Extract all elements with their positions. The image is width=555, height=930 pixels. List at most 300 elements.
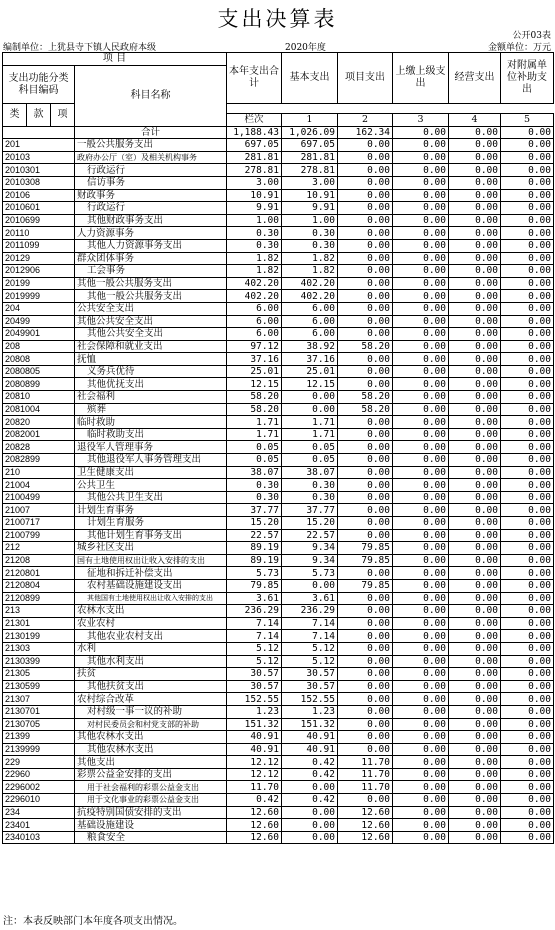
table-row [3, 454, 554, 467]
amount-cell: 0.00 [338, 693, 393, 706]
amount-cell: 0.00 [282, 403, 338, 416]
amount-cell: 0.00 [449, 479, 501, 492]
amount-cell: 5.12 [227, 655, 282, 668]
table-row [3, 479, 554, 492]
subject-name: 公共卫生 [75, 479, 227, 492]
table-row [3, 718, 554, 731]
amount-cell: 0.00 [449, 504, 501, 517]
subject-name: 其他农业农村支出 [75, 630, 227, 643]
subject-code: 2120804 [3, 579, 75, 592]
amount-cell: 1.23 [282, 705, 338, 718]
subject-code: 21305 [3, 668, 75, 681]
amount-cell: 0.00 [501, 794, 554, 807]
subject-name: 其他公共安全支出 [75, 315, 227, 328]
amount-cell: 0.00 [449, 265, 501, 278]
amount-cell: 0.00 [501, 353, 554, 366]
total-value: 0.00 [449, 126, 501, 139]
amount-cell: 402.20 [227, 290, 282, 303]
amount-cell: 0.00 [501, 466, 554, 479]
amount-cell: 0.00 [282, 579, 338, 592]
amount-cell: 0.00 [393, 302, 449, 315]
subject-code: 208 [3, 340, 75, 353]
table-row [3, 831, 554, 844]
amount-cell: 151.32 [227, 718, 282, 731]
amount-cell: 0.00 [393, 768, 449, 781]
amount-cell: 0.30 [227, 479, 282, 492]
amount-cell: 0.00 [501, 391, 554, 404]
table-row [3, 139, 554, 152]
subject-name: 计划生育服务 [75, 517, 227, 530]
table-row [3, 391, 554, 404]
subject-name: 其他支出 [75, 756, 227, 769]
col-header-business: 经营支出 [449, 53, 501, 104]
amount-cell: 0.00 [501, 428, 554, 441]
subject-name: 一般公共服务支出 [75, 139, 227, 152]
amount-cell: 0.00 [449, 743, 501, 756]
amount-cell: 7.14 [282, 630, 338, 643]
amount-cell: 97.12 [227, 340, 282, 353]
amount-cell: 37.16 [282, 353, 338, 366]
amount-cell: 0.00 [393, 831, 449, 844]
subject-name: 财政事务 [75, 189, 227, 202]
amount-cell: 15.20 [282, 517, 338, 530]
amount-cell: 0.00 [501, 504, 554, 517]
subject-code: 2130199 [3, 630, 75, 643]
amount-cell: 0.00 [338, 214, 393, 227]
amount-cell: 0.00 [338, 139, 393, 152]
amount-cell: 0.00 [449, 592, 501, 605]
subject-name: 信访事务 [75, 176, 227, 189]
table-row [3, 176, 554, 189]
total-value: 1,188.43 [227, 126, 282, 139]
subject-name: 群众团体事务 [75, 252, 227, 265]
amount-cell: 40.91 [227, 731, 282, 744]
amount-cell: 0.00 [393, 164, 449, 177]
amount-cell: 0.00 [393, 567, 449, 580]
subject-name: 城乡社区支出 [75, 542, 227, 555]
amount-cell: 0.00 [393, 416, 449, 429]
amount-cell: 58.20 [338, 391, 393, 404]
subject-code: 2080899 [3, 378, 75, 391]
amount-cell: 12.60 [338, 831, 393, 844]
table-row [3, 189, 554, 202]
amount-cell: 11.70 [338, 756, 393, 769]
amount-cell: 0.00 [501, 252, 554, 265]
table-row [3, 630, 554, 643]
amount-cell: 37.77 [282, 504, 338, 517]
amount-cell: 5.12 [227, 642, 282, 655]
table-row [3, 529, 554, 542]
amount-cell: 0.00 [338, 605, 393, 618]
total-value: 1,026.09 [282, 126, 338, 139]
subject-code: 2010308 [3, 176, 75, 189]
subject-name: 其他农林水支出 [75, 743, 227, 756]
subject-name: 工会事务 [75, 265, 227, 278]
amount-cell: 1.82 [282, 252, 338, 265]
table-row [3, 768, 554, 781]
col-header-project: 项目支出 [338, 53, 393, 104]
amount-cell: 58.20 [338, 340, 393, 353]
amount-cell: 0.00 [449, 391, 501, 404]
amount-cell: 0.00 [393, 806, 449, 819]
amount-cell: 0.00 [393, 693, 449, 706]
amount-cell: 0.00 [338, 365, 393, 378]
amount-cell: 0.00 [501, 517, 554, 530]
subject-code: 2130599 [3, 680, 75, 693]
subject-name: 其他公共安全支出 [75, 328, 227, 341]
amount-cell: 278.81 [227, 164, 282, 177]
subject-name: 其他一般公共服务支出 [75, 277, 227, 290]
amount-cell: 0.00 [501, 290, 554, 303]
subject-code: 21301 [3, 617, 75, 630]
amount-cell: 1.71 [227, 416, 282, 429]
amount-cell: 7.14 [282, 617, 338, 630]
table-row [3, 705, 554, 718]
func-code-header: 支出功能分类科目编码 [3, 66, 75, 104]
amount-cell: 0.00 [338, 731, 393, 744]
amount-cell: 9.91 [227, 202, 282, 215]
amount-cell: 0.05 [227, 454, 282, 467]
amount-cell: 281.81 [282, 151, 338, 164]
subject-code: 2120801 [3, 567, 75, 580]
amount-cell: 1.82 [227, 252, 282, 265]
amount-cell: 0.42 [282, 768, 338, 781]
subject-name: 其他国有土地使用权出让收入安排的支出 [75, 592, 227, 605]
subject-code: 20828 [3, 441, 75, 454]
amount-cell: 152.55 [227, 693, 282, 706]
amount-cell: 25.01 [282, 365, 338, 378]
amount-cell: 3.61 [282, 592, 338, 605]
col-number: 5 [501, 114, 554, 127]
table-row [3, 579, 554, 592]
amount-cell: 0.00 [393, 139, 449, 152]
subject-code: 21307 [3, 693, 75, 706]
amount-cell: 79.85 [338, 579, 393, 592]
amount-cell: 0.00 [501, 214, 554, 227]
table-row [3, 554, 554, 567]
amount-cell: 12.12 [227, 768, 282, 781]
subject-name: 其他水利支出 [75, 655, 227, 668]
amount-cell: 0.00 [393, 365, 449, 378]
row-number-label: 栏次 [227, 114, 282, 127]
subject-code: 2100717 [3, 517, 75, 530]
subject-code: 2082001 [3, 428, 75, 441]
subject-name: 行政运行 [75, 164, 227, 177]
amount-cell: 0.00 [338, 680, 393, 693]
col-number: 1 [282, 114, 338, 127]
subject-code: 20103 [3, 151, 75, 164]
amount-cell: 0.00 [338, 718, 393, 731]
amount-cell: 0.00 [338, 290, 393, 303]
subject-name: 临时救助支出 [75, 428, 227, 441]
amount-cell: 0.00 [501, 416, 554, 429]
table-row [3, 428, 554, 441]
subject-name: 计划生育事务 [75, 504, 227, 517]
amount-cell: 0.00 [393, 214, 449, 227]
amount-cell: 12.15 [227, 378, 282, 391]
amount-cell: 0.00 [393, 579, 449, 592]
amount-cell: 0.00 [449, 441, 501, 454]
subject-code: 201 [3, 139, 75, 152]
amount-cell: 0.00 [449, 214, 501, 227]
col-header-total: 本年支出合计 [227, 53, 282, 104]
subject-code: 234 [3, 806, 75, 819]
table-row [3, 403, 554, 416]
amount-cell: 0.00 [338, 302, 393, 315]
amount-cell: 0.00 [501, 705, 554, 718]
amount-cell: 0.00 [449, 491, 501, 504]
amount-cell: 0.00 [338, 353, 393, 366]
table-row [3, 353, 554, 366]
amount-cell: 30.57 [227, 680, 282, 693]
amount-cell: 0.00 [501, 164, 554, 177]
amount-cell: 0.00 [449, 806, 501, 819]
amount-cell: 0.00 [338, 592, 393, 605]
amount-cell: 0.05 [227, 441, 282, 454]
amount-cell: 0.00 [501, 831, 554, 844]
amount-cell: 30.57 [282, 668, 338, 681]
amount-cell: 5.12 [282, 655, 338, 668]
amount-cell: 0.00 [393, 428, 449, 441]
amount-cell: 0.42 [227, 794, 282, 807]
table-row [3, 781, 554, 794]
amount-cell: 0.00 [338, 265, 393, 278]
amount-cell: 0.00 [449, 176, 501, 189]
table-row [3, 378, 554, 391]
subject-name: 义务兵优待 [75, 365, 227, 378]
amount-cell: 1.71 [282, 416, 338, 429]
amount-cell: 37.77 [227, 504, 282, 517]
amount-cell: 0.00 [501, 579, 554, 592]
subject-code: 2010699 [3, 214, 75, 227]
xiang-header: 项 [51, 104, 75, 127]
amount-cell: 25.01 [227, 365, 282, 378]
subject-name: 农业农村 [75, 617, 227, 630]
amount-cell: 0.00 [501, 693, 554, 706]
col-number: 4 [449, 114, 501, 127]
amount-cell: 0.00 [338, 794, 393, 807]
amount-cell: 0.00 [449, 731, 501, 744]
amount-cell: 38.07 [282, 466, 338, 479]
amount-cell: 0.00 [393, 605, 449, 618]
amount-cell: 1.23 [227, 705, 282, 718]
amount-cell: 5.12 [282, 642, 338, 655]
amount-cell: 0.30 [282, 479, 338, 492]
amount-cell: 0.00 [338, 454, 393, 467]
amount-cell: 0.00 [501, 731, 554, 744]
amount-cell: 0.00 [449, 328, 501, 341]
total-label: 合计 [75, 126, 227, 139]
subject-name: 农村基础设施建设支出 [75, 579, 227, 592]
amount-cell: 22.57 [282, 529, 338, 542]
table-row [3, 731, 554, 744]
amount-cell: 0.00 [393, 265, 449, 278]
subject-code: 210 [3, 466, 75, 479]
amount-cell: 0.00 [449, 315, 501, 328]
amount-cell: 0.00 [338, 277, 393, 290]
amount-cell: 0.00 [449, 189, 501, 202]
subject-name: 临时救助 [75, 416, 227, 429]
amount-unit: 金额单位：万元 [487, 43, 551, 53]
amount-cell: 0.00 [338, 252, 393, 265]
amount-cell: 6.00 [282, 328, 338, 341]
amount-cell: 0.00 [393, 819, 449, 832]
report-title: 支出决算表 [217, 7, 338, 31]
amount-cell: 0.00 [501, 315, 554, 328]
amount-cell: 236.29 [282, 605, 338, 618]
amount-cell: 1.82 [282, 265, 338, 278]
amount-cell: 0.00 [338, 164, 393, 177]
subject-code: 21004 [3, 479, 75, 492]
amount-cell: 0.00 [449, 416, 501, 429]
table-row [3, 365, 554, 378]
amount-cell: 38.07 [227, 466, 282, 479]
fiscal-year: 2020年度 [285, 43, 326, 53]
amount-cell: 9.91 [282, 202, 338, 215]
amount-cell: 0.00 [338, 504, 393, 517]
amount-cell: 0.00 [449, 756, 501, 769]
amount-cell: 0.00 [449, 579, 501, 592]
amount-cell: 0.00 [501, 668, 554, 681]
amount-cell: 0.00 [501, 567, 554, 580]
amount-cell: 0.00 [449, 693, 501, 706]
amount-cell: 0.00 [449, 529, 501, 542]
amount-cell: 0.00 [338, 176, 393, 189]
amount-cell: 151.32 [282, 718, 338, 731]
amount-cell: 0.00 [501, 605, 554, 618]
amount-cell: 58.20 [338, 403, 393, 416]
amount-cell: 0.00 [393, 517, 449, 530]
amount-cell: 0.00 [501, 239, 554, 252]
amount-cell: 402.20 [282, 277, 338, 290]
amount-cell: 0.00 [449, 517, 501, 530]
amount-cell: 0.00 [449, 781, 501, 794]
amount-cell: 0.00 [449, 454, 501, 467]
subject-name: 基础设施建设 [75, 819, 227, 832]
table-row [3, 819, 554, 832]
amount-cell: 6.00 [227, 302, 282, 315]
amount-cell: 11.70 [227, 781, 282, 794]
total-row [3, 126, 554, 139]
amount-cell: 1.71 [227, 428, 282, 441]
subject-name: 其他退役军人事务管理支出 [75, 454, 227, 467]
amount-cell: 0.00 [393, 277, 449, 290]
subject-code: 20810 [3, 391, 75, 404]
subject-name: 其他农林水支出 [75, 731, 227, 744]
table-row [3, 227, 554, 240]
amount-cell: 0.00 [501, 176, 554, 189]
subject-code: 212 [3, 542, 75, 555]
amount-cell: 0.00 [449, 819, 501, 832]
col-header-remit: 上缴上级支出 [393, 53, 449, 104]
amount-cell: 0.00 [501, 277, 554, 290]
amount-cell: 0.00 [393, 189, 449, 202]
amount-cell: 0.00 [393, 353, 449, 366]
amount-cell: 0.00 [338, 239, 393, 252]
amount-cell: 0.00 [449, 365, 501, 378]
subject-name: 人力资源事务 [75, 227, 227, 240]
amount-cell: 0.00 [393, 466, 449, 479]
total-value: 0.00 [501, 126, 554, 139]
amount-cell: 0.00 [393, 668, 449, 681]
subject-code: 20808 [3, 353, 75, 366]
subject-code: 2139999 [3, 743, 75, 756]
header-gap [227, 104, 554, 114]
col-number: 2 [338, 114, 393, 127]
amount-cell: 0.00 [393, 252, 449, 265]
amount-cell: 0.00 [449, 542, 501, 555]
amount-cell: 0.00 [393, 731, 449, 744]
subject-name: 抚恤 [75, 353, 227, 366]
subject-name: 抗疫特别国债安排的支出 [75, 806, 227, 819]
kuan-header: 款 [27, 104, 51, 127]
amount-cell: 12.60 [227, 831, 282, 844]
subject-name: 殡葬 [75, 403, 227, 416]
amount-cell: 0.00 [449, 554, 501, 567]
amount-cell: 89.19 [227, 542, 282, 555]
subject-code: 2130399 [3, 655, 75, 668]
subject-name: 彩票公益金安排的支出 [75, 768, 227, 781]
subject-code: 213 [3, 605, 75, 618]
amount-cell: 79.85 [338, 554, 393, 567]
amount-cell: 0.00 [338, 529, 393, 542]
subject-code: 204 [3, 302, 75, 315]
table-row [3, 542, 554, 555]
amount-cell: 0.00 [393, 403, 449, 416]
amount-cell: 0.00 [449, 668, 501, 681]
amount-cell: 0.00 [501, 781, 554, 794]
amount-cell: 0.00 [501, 227, 554, 240]
amount-cell: 0.00 [501, 554, 554, 567]
amount-cell: 0.00 [338, 466, 393, 479]
table-row [3, 416, 554, 429]
subject-code: 2010301 [3, 164, 75, 177]
amount-cell: 0.00 [449, 151, 501, 164]
amount-cell: 0.00 [393, 642, 449, 655]
amount-cell: 0.00 [393, 705, 449, 718]
subject-name-header: 科目名称 [75, 66, 227, 127]
amount-cell: 0.00 [449, 139, 501, 152]
table-row [3, 605, 554, 618]
table-row [3, 277, 554, 290]
amount-cell: 0.00 [449, 378, 501, 391]
subject-name: 农林水支出 [75, 605, 227, 618]
table-row [3, 466, 554, 479]
amount-cell: 0.30 [227, 239, 282, 252]
amount-cell: 0.00 [393, 718, 449, 731]
amount-cell: 0.00 [449, 277, 501, 290]
amount-cell: 12.60 [338, 819, 393, 832]
amount-cell: 0.00 [393, 176, 449, 189]
amount-cell: 0.00 [501, 340, 554, 353]
amount-cell: 0.00 [501, 630, 554, 643]
amount-cell: 0.00 [338, 479, 393, 492]
amount-cell: 0.00 [338, 642, 393, 655]
amount-cell: 38.92 [282, 340, 338, 353]
amount-cell: 0.00 [501, 617, 554, 630]
amount-cell: 0.00 [393, 630, 449, 643]
amount-cell: 15.20 [227, 517, 282, 530]
amount-cell: 0.00 [501, 756, 554, 769]
amount-cell: 0.00 [393, 794, 449, 807]
amount-cell: 0.00 [501, 743, 554, 756]
amount-cell: 0.00 [449, 340, 501, 353]
table-row [3, 693, 554, 706]
amount-cell: 0.00 [338, 655, 393, 668]
amount-cell: 0.00 [501, 529, 554, 542]
amount-cell: 0.00 [338, 517, 393, 530]
amount-cell: 0.00 [501, 806, 554, 819]
